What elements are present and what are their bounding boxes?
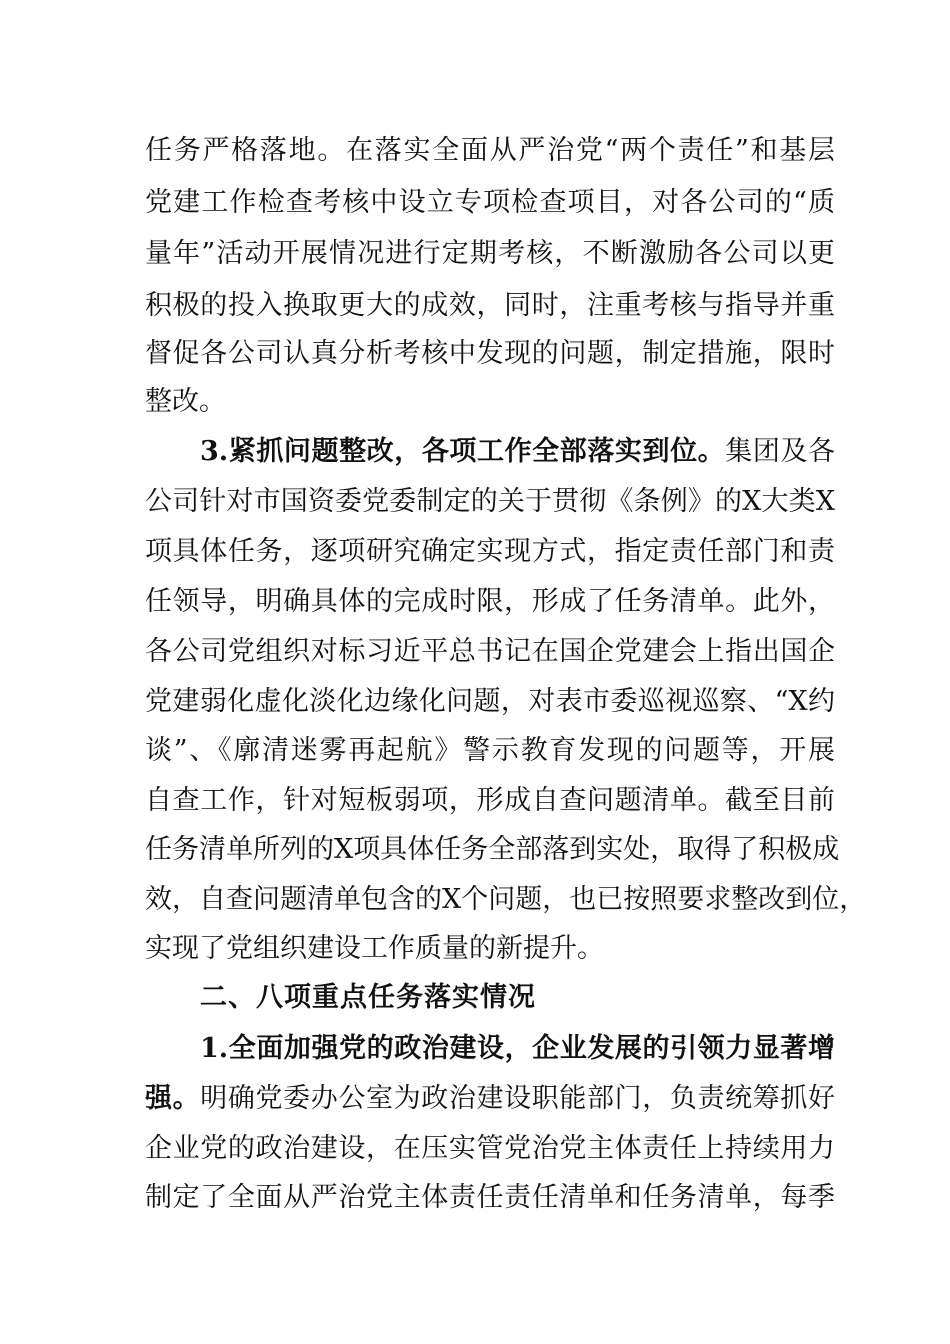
para2-lead-bold: 3.紧抓问题整改，各项工作全部落实到位。	[200, 436, 726, 467]
para2-line-2: 公司针对市国资委党委制定的关于贯彻《条例》的X大类X	[145, 486, 835, 517]
para3-line2-rest: 明确党委办公室为政治建设职能部门，负责统筹抓好	[200, 1083, 835, 1114]
para3-line-3: 企业党的政治建设，在压实管党治党主体责任上持续用力	[145, 1133, 835, 1164]
para2-line-7: 谈”、《廓清迷雾再起航》警示教育发现的问题等，开展	[145, 735, 835, 766]
section-heading: 二、八项重点任务落实情况	[200, 982, 536, 1013]
para3-line-4: 制定了全面从严治党主体责任责任清单和任务清单，每季	[145, 1182, 835, 1213]
para2-line-9: 任务清单所列的X项具体任务全部落到实处，取得了积极成	[145, 834, 840, 865]
para1-line-5: 督促各公司认真分析考核中发现的问题，制定措施，限时	[145, 338, 835, 369]
para1-line-3: 量年”活动开展情况进行定期考核，不断激励各公司以更	[145, 238, 835, 269]
para1-line-6: 整改。	[145, 386, 226, 417]
para1-line-4: 积极的投入换取更大的成效，同时，注重考核与指导并重	[145, 290, 835, 321]
para2-line-5: 各公司党组织对标习近平总书记在国企党建会上指出国企	[145, 636, 835, 667]
para2-lead-rest: 集团及各	[725, 436, 836, 467]
para2-line-3: 项具体任务，逐项研究确定实现方式，指定责任部门和责	[145, 536, 835, 567]
para2-line-1	[200, 426, 835, 478]
para2-line-10: 效，自查问题清单包含的X个问题，也已按照要求整改到位，	[145, 884, 867, 915]
para1-line-2: 党建工作检查考核中设立专项检查项目，对各公司的“质	[145, 187, 835, 218]
para2-line-11: 实现了党组织建设工作质量的新提升。	[145, 933, 604, 964]
para3-line-2	[145, 1073, 835, 1125]
para1-line-1: 任务严格落地。在落实全面从严治党“两个责任”和基层	[145, 135, 835, 166]
para2-line-6: 党建弱化虚化淡化边缘化问题，对表市委巡视巡察、“X约	[145, 686, 835, 717]
para3-lead-bold-end: 强。	[145, 1083, 201, 1114]
para2-line-8: 自查工作，针对短板弱项，形成自查问题清单。截至目前	[145, 785, 835, 816]
para2-line-4: 任领导，明确具体的完成时限，形成了任务清单。此外，	[145, 586, 835, 617]
para3-line-1: 1.全面加强党的政治建设，企业发展的引领力显著增	[200, 1033, 835, 1064]
